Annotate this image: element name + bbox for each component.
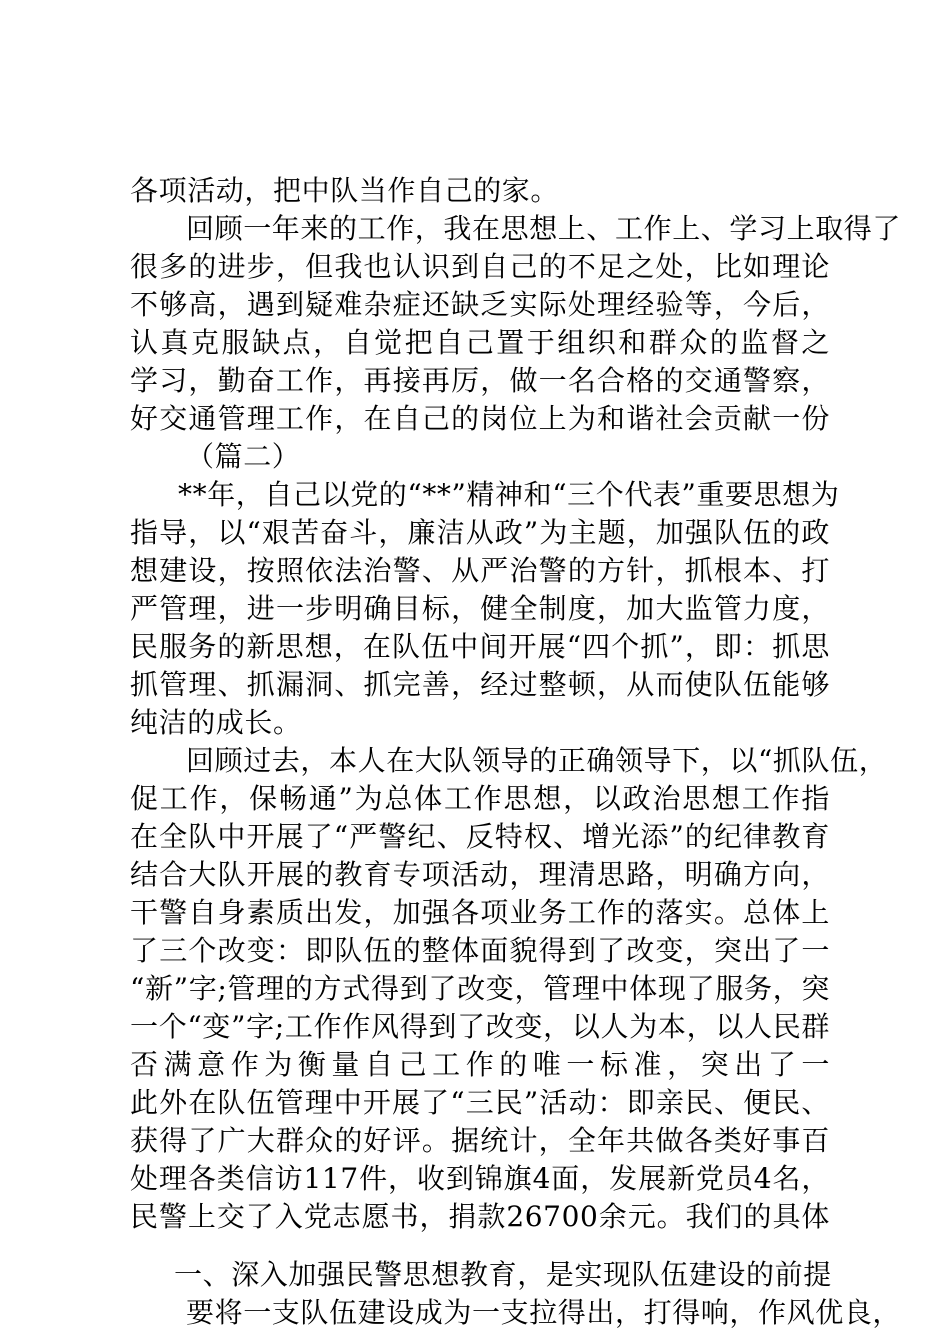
text-line: **年，自己以党的“**”精神和“三个代表”重要思想为 bbox=[178, 478, 840, 511]
text-line: 结合大队开展的教育专项活动，理清思路，明确方向， bbox=[130, 858, 830, 891]
text-line: 不够高，遇到疑难杂症还缺乏实际处理经验等，今后， bbox=[130, 288, 830, 321]
text-line: 民服务的新思想，在队伍中间开展“四个抓”，即：抓思 bbox=[130, 630, 830, 663]
text-line: “新”字;管理的方式得到了改变，管理中体现了服务，突 bbox=[130, 972, 830, 1005]
text-line: 认真克服缺点，自觉把自己置于组织和群众的监督之 bbox=[130, 326, 830, 359]
text-line: 学习，勤奋工作，再接再厉，做一名合格的交通警察， bbox=[130, 364, 830, 397]
text-line: 民警上交了入党志愿书，捐款26700余元。我们的具体 bbox=[130, 1200, 830, 1233]
text-line: 此外在队伍管理中开展了“三民”活动：即亲民、便民、 bbox=[130, 1086, 830, 1119]
text-line: 想建设，按照依法治警、从严治警的方针，抓根本、打 bbox=[130, 554, 830, 587]
text-line: 很多的进步，但我也认识到自己的不足之处，比如理论 bbox=[130, 250, 830, 283]
text-line: 回顾过去，本人在大队领导的正确领导下，以“抓队伍， bbox=[186, 744, 888, 777]
text-line: 回顾一年来的工作，我在思想上、工作上、学习上取得了 bbox=[186, 212, 902, 245]
text-line: 纯洁的成长。 bbox=[130, 706, 302, 739]
text-line: 了三个改变：即队伍的整体面貌得到了改变，突出了一 bbox=[130, 934, 830, 967]
text-line: 处理各类信访117件，收到锦旗4面，发展新党员4名， bbox=[130, 1162, 830, 1195]
text-line: 好交通管理工作，在自己的岗位上为和谐社会贡献一份 bbox=[130, 402, 830, 435]
text-line: 指导，以“艰苦奋斗，廉洁从政”为主题，加强队伍的政 bbox=[130, 516, 830, 549]
text-line: 抓管理、抓漏洞、抓完善，经过整顿，从而使队伍能够 bbox=[130, 668, 830, 701]
text-line: 在全队中开展了“严警纪、反特权、增光添”的纪律教育 bbox=[130, 820, 830, 853]
text-line: 一个“变”字;工作作风得到了改变，以人为本，以人民群 bbox=[130, 1010, 830, 1043]
text-line: 否满意作为衡量自己工作的唯一标准，突出了一 bbox=[130, 1048, 830, 1081]
text-line: 获得了广大群众的好评。据统计，全年共做各类好事百 bbox=[130, 1124, 830, 1157]
section-marker: （篇二） bbox=[186, 440, 301, 473]
text-line: 要将一支队伍建设成为一支拉得出，打得响，作风优良， bbox=[186, 1296, 902, 1329]
text-line: 各项活动，把中队当作自己的家。 bbox=[130, 174, 560, 207]
section-heading: 一、深入加强民警思想教育，是实现队伍建设的前提 bbox=[174, 1258, 832, 1291]
text-line: 干警自身素质出发，加强各项业务工作的落实。总体上 bbox=[130, 896, 830, 929]
text-line: 促工作，保畅通”为总体工作思想，以政治思想工作指 bbox=[130, 782, 830, 815]
text-line: 严管理，进一步明确目标，健全制度，加大监管力度， bbox=[130, 592, 830, 625]
